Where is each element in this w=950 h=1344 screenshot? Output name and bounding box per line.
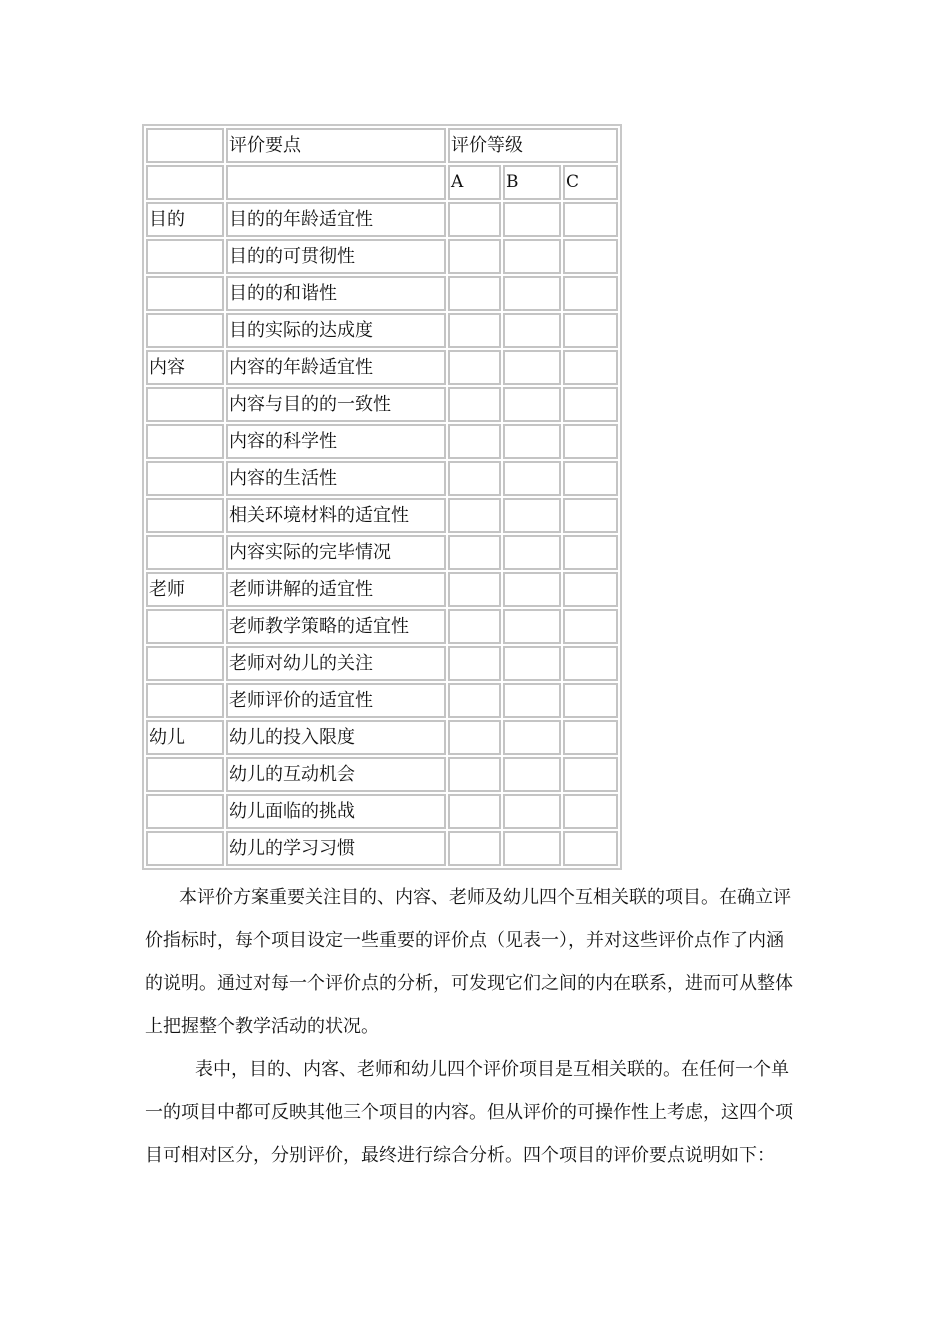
table-row (146, 609, 618, 644)
grade-a-cell (448, 350, 501, 385)
grade-a-label: A (448, 165, 501, 200)
paragraph-1: 本评价方案重要关注目的、内容、老师及幼儿四个互相关联的项目。在确立评价指标时，每个项目设定一些重要的评价点（见表一），并对这些评价点作了内涵的说明。通过对每一个评价点的分析，可发现它们之间的内在联系，进而可从整体上把握整个教学活动的状况。 (145, 887, 793, 1037)
table-row (146, 794, 618, 829)
category-cell (146, 757, 224, 792)
point-cell: 幼儿面临的挑战 (226, 794, 446, 829)
table-header-row (146, 128, 618, 163)
evaluation-table (144, 126, 620, 868)
grade-c-cell (563, 535, 618, 570)
point-cell: 老师讲解的适宜性 (226, 572, 446, 607)
grade-c-cell (563, 498, 618, 533)
category-cell (146, 794, 224, 829)
grade-b-cell (503, 794, 561, 829)
grade-b-cell (503, 239, 561, 274)
point-cell: 目的实际的达成度 (226, 313, 446, 348)
grade-c-cell (563, 387, 618, 422)
point-cell: 幼儿的投入限度 (226, 720, 446, 755)
category-cell (146, 387, 224, 422)
grade-b-cell (503, 276, 561, 311)
grade-c-cell (563, 757, 618, 792)
grade-b-cell (503, 609, 561, 644)
table-row (146, 498, 618, 533)
table-row (146, 683, 618, 718)
grade-c-cell (563, 350, 618, 385)
grade-b-cell (503, 831, 561, 866)
grade-a-cell (448, 646, 501, 681)
point-cell: 内容的年龄适宜性 (226, 350, 446, 385)
grade-b-cell (503, 720, 561, 755)
grade-b-cell (503, 572, 561, 607)
grade-c-cell (563, 313, 618, 348)
grade-a-cell (448, 202, 501, 237)
empty-cell (226, 165, 446, 200)
evaluation-table-body (146, 128, 618, 866)
grade-c-cell (563, 720, 618, 755)
grade-a-cell (448, 313, 501, 348)
grade-a-cell (448, 498, 501, 533)
empty-cell (146, 165, 224, 200)
point-cell: 幼儿的学习习惯 (226, 831, 446, 866)
category-cell (146, 609, 224, 644)
grade-b-cell (503, 757, 561, 792)
grade-c-cell (563, 831, 618, 866)
category-cell (146, 831, 224, 866)
grade-a-cell (448, 683, 501, 718)
grade-c-cell (563, 276, 618, 311)
table-row (146, 202, 618, 237)
table-row (146, 387, 618, 422)
table-row (146, 239, 618, 274)
table-row (146, 313, 618, 348)
grade-a-cell (448, 572, 501, 607)
point-cell: 内容实际的完毕情况 (226, 535, 446, 570)
category-cell: 目的 (146, 202, 224, 237)
grade-c-cell (563, 794, 618, 829)
point-cell: 老师教学策略的适宜性 (226, 609, 446, 644)
grade-b-cell (503, 387, 561, 422)
point-cell: 目的的可贯彻性 (226, 239, 446, 274)
evaluation-table-frame (142, 124, 622, 870)
grade-b-cell (503, 498, 561, 533)
category-cell (146, 313, 224, 348)
grade-a-cell (448, 461, 501, 496)
grade-a-cell (448, 831, 501, 866)
grade-a-cell (448, 720, 501, 755)
table-row (146, 350, 618, 385)
category-cell (146, 424, 224, 459)
category-cell: 内容 (146, 350, 224, 385)
table-row (146, 720, 618, 755)
grade-b-cell (503, 461, 561, 496)
point-cell: 老师对幼儿的关注 (226, 646, 446, 681)
table-row (146, 424, 618, 459)
grade-c-cell (563, 202, 618, 237)
grade-c-cell (563, 572, 618, 607)
category-cell (146, 646, 224, 681)
point-cell: 目的的和谐性 (226, 276, 446, 311)
table-row (146, 572, 618, 607)
point-cell: 内容的生活性 (226, 461, 446, 496)
table-row (146, 461, 618, 496)
category-cell (146, 461, 224, 496)
grade-c-label: C (563, 165, 618, 200)
table-row (146, 757, 618, 792)
category-cell (146, 276, 224, 311)
grade-a-cell (448, 387, 501, 422)
point-cell: 幼儿的互动机会 (226, 757, 446, 792)
grade-a-cell (448, 794, 501, 829)
grade-a-cell (448, 609, 501, 644)
header-grade-cell: 评价等级 (448, 128, 618, 163)
grade-c-cell (563, 683, 618, 718)
category-cell: 幼儿 (146, 720, 224, 755)
category-cell (146, 683, 224, 718)
category-cell (146, 535, 224, 570)
grade-b-cell (503, 202, 561, 237)
category-cell (146, 239, 224, 274)
table-row (146, 646, 618, 681)
category-cell: 老师 (146, 572, 224, 607)
point-cell: 内容的科学性 (226, 424, 446, 459)
grade-c-cell (563, 239, 618, 274)
point-cell: 老师评价的适宜性 (226, 683, 446, 718)
grade-c-cell (563, 646, 618, 681)
table-row (146, 831, 618, 866)
grade-a-cell (448, 424, 501, 459)
grade-c-cell (563, 424, 618, 459)
grade-c-cell (563, 609, 618, 644)
grade-a-cell (448, 535, 501, 570)
point-cell: 目的的年龄适宜性 (226, 202, 446, 237)
header-point-cell: 评价要点 (226, 128, 446, 163)
category-cell (146, 498, 224, 533)
grade-b-cell (503, 535, 561, 570)
grade-a-cell (448, 239, 501, 274)
header-category-cell (146, 128, 224, 163)
table-row (146, 535, 618, 570)
grade-b-cell (503, 313, 561, 348)
grade-b-cell (503, 646, 561, 681)
point-cell: 相关环境材料的适宜性 (226, 498, 446, 533)
table-row (146, 276, 618, 311)
grade-header-row (146, 165, 618, 200)
grade-b-cell (503, 350, 561, 385)
grade-c-cell (563, 461, 618, 496)
grade-b-cell (503, 683, 561, 718)
paragraph-2: 表中，目的、内客、老师和幼儿四个评价项目是互相关联的。在任何一个单一的项目中都可反映其他三个项目的内容。但从评价的可操作性上考虑，这四个项目可相对区分，分别评价，最终进行综合分析。四个项目的评价要点说明如下： (145, 1059, 793, 1166)
point-cell: 内容与目的的一致性 (226, 387, 446, 422)
grade-b-cell (503, 424, 561, 459)
grade-a-cell (448, 276, 501, 311)
grade-a-cell (448, 757, 501, 792)
grade-b-label: B (503, 165, 561, 200)
